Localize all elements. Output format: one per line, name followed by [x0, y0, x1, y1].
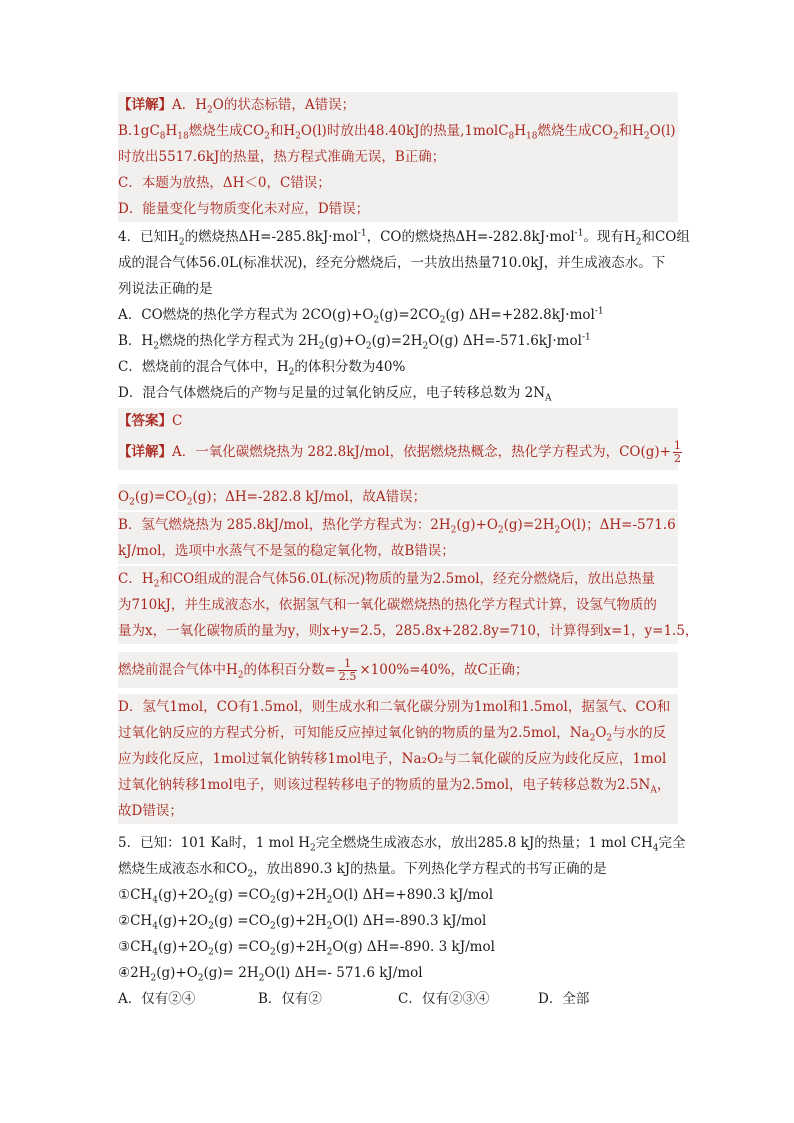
- q4-stem-3: 列说法正确的是: [118, 281, 213, 297]
- q4-option-a: A．CO燃烧的热化学方程式为 $2CO(g)+O_2(g)=2CO_2(g)$ ΔH=+282.8kJ·mol$^{-1}$: [118, 306, 604, 326]
- q4-detail-d3: 应为歧化反应，1mol过氧化钠转移1mol电子，Na₂O₂与二氧化碳的反应为歧化反应，1mol: [118, 746, 678, 772]
- q5-option-a: A．仅有②④: [118, 991, 196, 1007]
- q5-option-b: B．仅有②: [258, 991, 322, 1007]
- q4-option-c: C．燃烧前的混合气体中，$H_2$的体积分数为40%: [118, 359, 406, 378]
- q5-options: [118, 986, 678, 1012]
- q4-stem-1: 4．已知$H_2$的燃烧热ΔH=-285.8kJ·mol$^{-1}$，CO的燃烧热ΔH=-282.8kJ·mol$^{-1}$。现有$H_2$和CO组: [118, 228, 690, 248]
- q4-detail-d2: 过氧化钠反应的方程式分析，可知能反应掉过氧化钠的物质的量为2.5mol，$Na_2O_2$与水的反: [118, 720, 678, 746]
- q4-detail-a1: 【详解】A．一氧化碳燃烧热为 282.8kJ/mol，依据燃烧热概念，热化学方程式为，CO(g)+ $\frac{1}{2}$: [118, 434, 678, 470]
- fraction-one-over-2-5: $\frac{1}{2.5}$: [338, 657, 357, 683]
- q4-detail-d4: 过氧化钠转移1mol电子，则该过程转移电子的物质的量为2.5mol，电子转移总数为$2.5N_A$，: [118, 772, 678, 798]
- q3-detail-a: 【详解】A．$H_2O$的状态标错，A错误；: [118, 92, 678, 118]
- q3-detail-d: D．能量变化与物质变化未对应，D错误；: [118, 196, 678, 222]
- q3-detail-b1: $B.1gC_8H_{18}$燃烧生成$CO_2$和$H_2O(l)$时放出48.40kJ的热量$,1molC_8H_{18}$燃烧生成$CO_2$和$H_2O(l)$: [118, 118, 678, 144]
- q5-stem-2: 燃烧生成液态水和$CO_2$，放出890.3 kJ的热量。下列热化学方程式的书写正确的是: [118, 861, 607, 880]
- q4-detail-a2: $O_2(g)=CO_2(g)$；ΔH=-282.8 kJ/mol，故A错误；: [118, 484, 678, 510]
- q3-detail-c: C．本题为放热，ΔH＜0，C错误；: [118, 170, 678, 196]
- q5-equation-2: $②CH_4(g)+2O_2(g) =CO_2(g)+2H_2O(l)$ ΔH=-890.3 kJ/mol: [118, 913, 487, 932]
- q5-equation-3: $③CH_4(g)+2O_2(g) =CO_2(g)+2H_2O(g)$ ΔH=-890. 3 kJ/mol: [118, 939, 495, 958]
- q4-detail-d5: 故D错误；: [118, 798, 678, 824]
- q5-equation-1: $①CH_4(g)+2O_2(g) =CO_2(g)+2H_2O(l)$ ΔH=+890.3 kJ/mol: [118, 887, 494, 906]
- answer-label: 【答案】: [118, 413, 172, 429]
- fraction-half: $\frac{1}{2}$: [673, 439, 681, 465]
- q5-option-c: C．仅有②③④: [398, 991, 490, 1007]
- q5-stem-1: 5．已知：101 Ka时，1 mol $H_2$完全燃烧生成液态水，放出285.8 kJ的热量；1 mol $CH_4$完全: [118, 835, 686, 854]
- q5-option-d: D．全部: [538, 991, 590, 1007]
- q3-detail-b2: 时放出5517.6kJ的热量，热方程式准确无误，B正确；: [118, 144, 678, 170]
- q4-detail-b2: kJ/mol，选项中水蒸气不是氢的稳定氧化物，故B错误；: [118, 538, 678, 564]
- q4-detail-c3: 量为x，一氧化碳物质的量为y，则x+y=2.5，285.8x+282.8y=710，计算得到x=1，y=1.5，: [118, 618, 678, 644]
- answer-value: C: [172, 413, 183, 429]
- q4-detail-c1: C．$H_2$和CO组成的混合气体56.0L(标况)物质的量为2.5mol，经充分燃烧后，放出总热量: [118, 566, 678, 592]
- q4-stem-2: 成的混合气体56.0L(标准状况)，经充分燃烧后，一共放出热量710.0kJ，并生成液态水。下: [118, 255, 666, 271]
- q4-option-d: D．混合气体燃烧后的产物与足量的过氧化钠反应，电子转移总数为 $2N_A$: [118, 385, 552, 404]
- q4-detail-d1: D．氢气1mol，CO有1.5mol，则生成水和二氧化碳分别为1mol和1.5mol，据氢气、CO和: [118, 694, 678, 720]
- q4-detail-c4: 燃烧前混合气体中$H_2$的体积百分数= $\frac{1}{2.5}$ ×100%=40%，故C正确；: [118, 652, 678, 688]
- q4-detail-b1: B．氢气燃烧热为 285.8kJ/mol，热化学方程式为：$2H_2(g)+O_2(g)=2H_2O(l)$；ΔH=-571.6: [118, 512, 678, 538]
- q4-detail-c2: 为710kJ，并生成液态水，依据氢气和一氧化碳燃烧热的热化学方程式计算，设氢气物质的: [118, 592, 678, 618]
- q5-equation-4: $④2H_2(g)+O_2(g)= 2H_2O(l)$ ΔH=- 571.6 kJ/mol: [118, 965, 423, 984]
- q4-option-b: B．$H_2$燃烧的热化学方程式为 $2H_2(g)+O_2(g)=2H_2O(g)$ ΔH=-571.6kJ·mol$^{-1}$: [118, 332, 591, 352]
- q4-answer: [118, 408, 678, 434]
- detail-label: 【详解】: [118, 97, 172, 113]
